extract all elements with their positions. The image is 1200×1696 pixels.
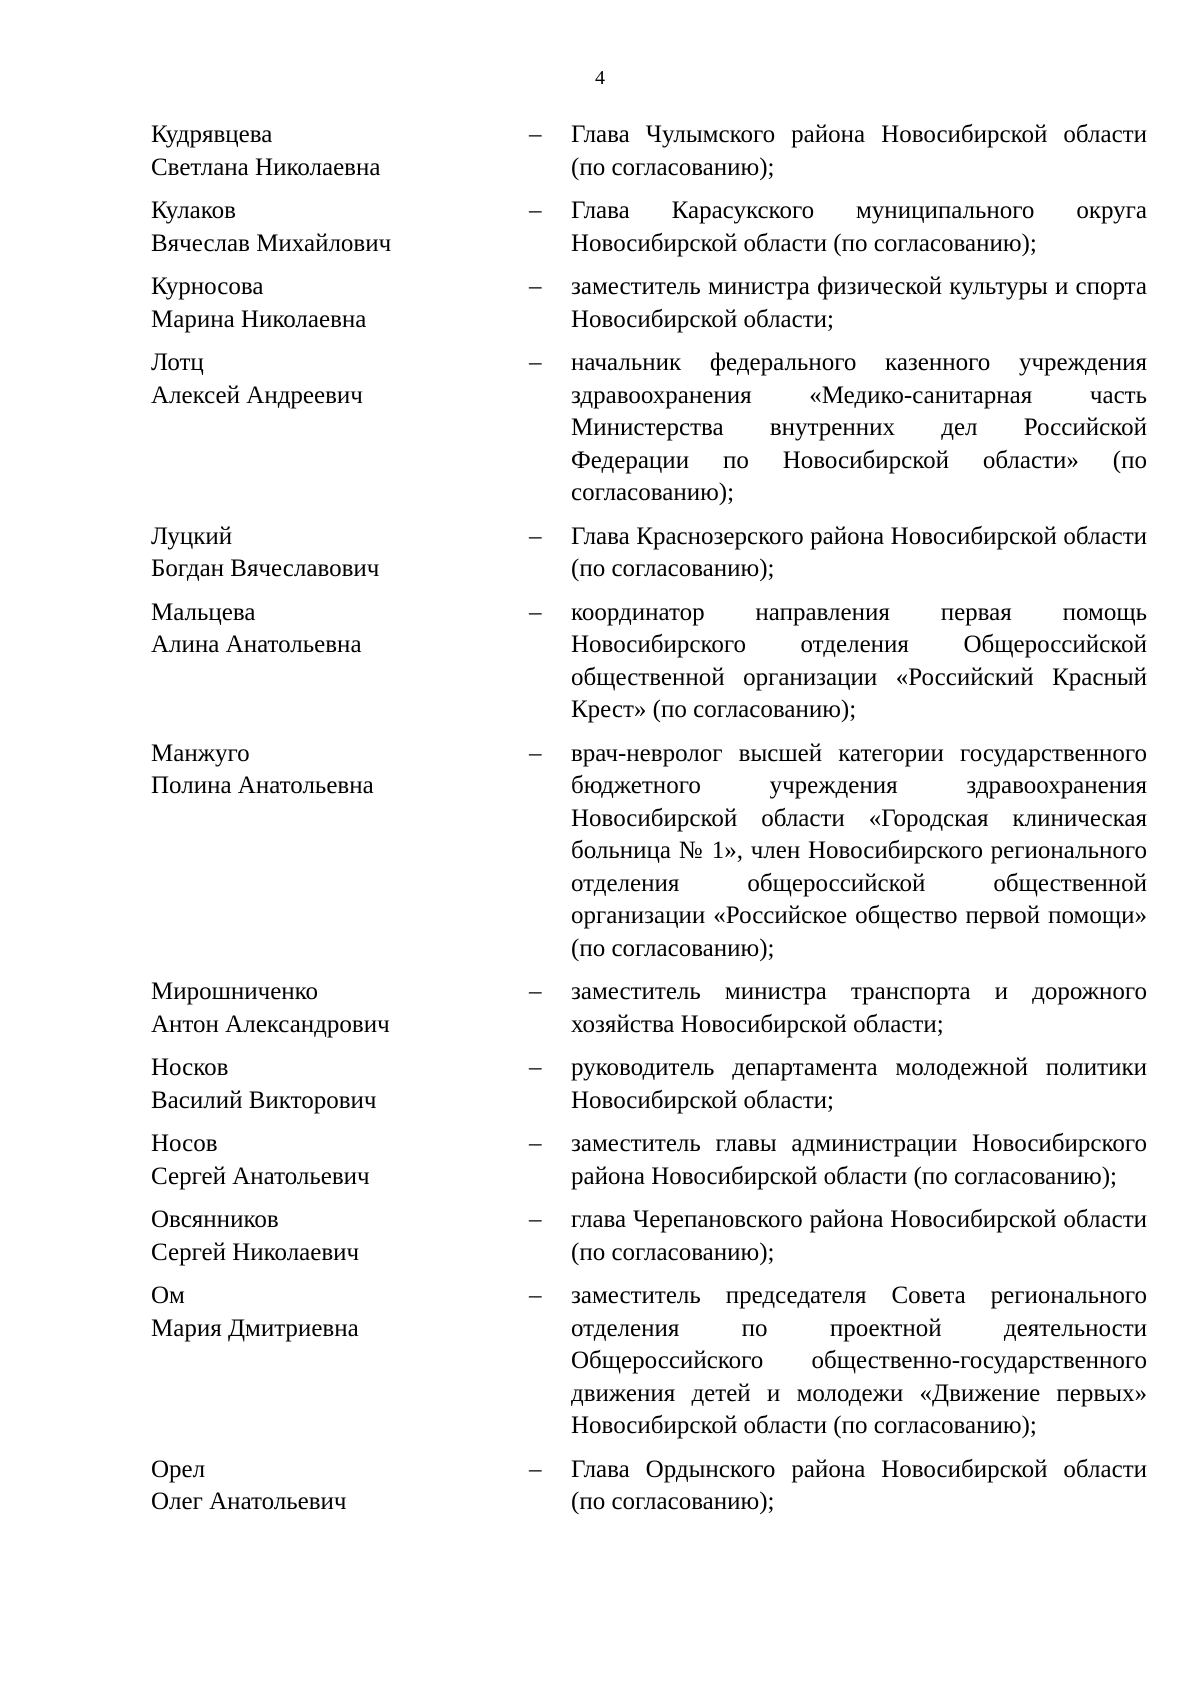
separator-dash: – xyxy=(529,197,542,224)
member-name xyxy=(151,195,529,260)
member-surname: Лотц xyxy=(151,349,204,376)
member-position: заместитель председателя Совета регионального отделения по проектной деятельности Общероссийского общественно-государственного движения детей и молодежи «Движение первых» Новосибирской области (по согласованию); xyxy=(571,1282,1147,1439)
member-entry xyxy=(151,976,1147,1041)
member-position: начальник федерального казенного учреждения здравоохранения «Медико-санитарная часть Министерства внутренних дел Российской Федерации по Новосибирской области» (по согласованию); xyxy=(571,349,1147,506)
separator-dash: – xyxy=(529,273,542,300)
member-given-name: Сергей Анатольевич xyxy=(151,1162,370,1190)
member-entry xyxy=(151,1454,1147,1519)
member-position: Глава Чулымского района Новосибирской области (по согласованию); xyxy=(571,121,1147,181)
member-entry xyxy=(151,1128,1147,1193)
member-name xyxy=(151,271,529,336)
member-given-name: Богдан Вячеславович xyxy=(151,555,380,582)
member-surname: Носков xyxy=(151,1054,229,1081)
member-entry xyxy=(151,521,1147,586)
member-given-name: Антон Александрович xyxy=(151,1010,390,1038)
member-entry xyxy=(151,1204,1147,1269)
member-name xyxy=(151,119,529,184)
member-entry xyxy=(151,1052,1147,1117)
member-name xyxy=(151,347,529,412)
member-entry xyxy=(151,347,1147,510)
member-entry xyxy=(151,738,1147,966)
member-surname: Кудрявцева xyxy=(151,121,273,148)
member-surname: Кулаков xyxy=(151,197,236,224)
member-surname: Носов xyxy=(151,1130,218,1157)
member-surname: Ом xyxy=(151,1282,185,1309)
member-surname: Овсянников xyxy=(151,1206,279,1233)
member-surname: Орел xyxy=(151,1455,206,1483)
member-position: координатор направления первая помощь Новосибирского отделения Общероссийской общественной организации «Российский Красный Крест» (по согласованию); xyxy=(571,598,1147,723)
member-entry xyxy=(151,119,1147,184)
members-list xyxy=(151,119,1147,1530)
separator-dash: – xyxy=(529,1054,542,1081)
member-position: заместитель министра транспорта и дорожного хозяйства Новосибирской области; xyxy=(571,978,1147,1038)
member-name xyxy=(151,597,529,662)
member-name xyxy=(151,1052,529,1117)
member-given-name: Сергей Николаевич xyxy=(151,1238,360,1266)
member-surname: Манжуго xyxy=(151,739,250,767)
separator-dash: – xyxy=(529,598,542,626)
member-name xyxy=(151,738,529,803)
member-given-name: Олег Анатольевич xyxy=(151,1488,347,1515)
member-name xyxy=(151,521,529,586)
member-given-name: Вячеслав Михайлович xyxy=(151,229,392,257)
member-given-name: Алексей Андреевич xyxy=(151,381,363,409)
member-name xyxy=(151,1454,529,1519)
page-number: 4 xyxy=(595,67,605,89)
member-surname: Луцкий xyxy=(151,522,233,550)
separator-dash: – xyxy=(529,739,542,767)
member-given-name: Светлана Николаевна xyxy=(151,153,381,181)
member-name xyxy=(151,1280,529,1345)
member-position: заместитель министра физической культуры и спорта Новосибирской области; xyxy=(571,273,1147,333)
member-surname: Мирошниченко xyxy=(151,978,319,1005)
member-entry xyxy=(151,271,1147,336)
separator-dash: – xyxy=(529,1282,542,1309)
member-entry xyxy=(151,195,1147,260)
member-entry xyxy=(151,1280,1147,1443)
separator-dash: – xyxy=(529,121,542,148)
member-position: заместитель главы администрации Новосибирского района Новосибирской области (по согласованию); xyxy=(571,1130,1147,1190)
separator-dash: – xyxy=(529,1455,542,1483)
member-position: руководитель департамента молодежной политики Новосибирской области; xyxy=(571,1054,1147,1114)
separator-dash: – xyxy=(529,1206,542,1233)
member-position: Глава Краснозерского района Новосибирской области (по согласованию); xyxy=(571,522,1147,582)
member-name xyxy=(151,1204,529,1269)
member-surname: Курносова xyxy=(151,273,264,300)
separator-dash: – xyxy=(529,522,542,550)
member-given-name: Алина Анатольевна xyxy=(151,631,362,658)
member-surname: Мальцева xyxy=(151,598,256,626)
member-given-name: Мария Дмитриевна xyxy=(151,1314,359,1342)
member-entry xyxy=(151,597,1147,727)
member-given-name: Василий Викторович xyxy=(151,1086,377,1114)
separator-dash: – xyxy=(529,978,542,1005)
member-position: Глава Ордынского района Новосибирской области (по согласованию); xyxy=(571,1455,1147,1515)
member-position: глава Черепановского района Новосибирской области (по согласованию); xyxy=(571,1206,1147,1266)
member-position: врач-невролог высшей категории государственного бюджетного учреждения здравоохранения Новосибирской области «Городская клиническая больница № 1», член Новосибирского регионального отделения общероссийской общественной организации «Российское общество первой помощи» (по согласованию); xyxy=(571,739,1147,962)
member-given-name: Марина Николаевна xyxy=(151,305,367,333)
member-name xyxy=(151,976,529,1041)
member-position: Глава Карасукского муниципального округа Новосибирской области (по согласованию); xyxy=(571,197,1147,257)
separator-dash: – xyxy=(529,349,542,376)
separator-dash: – xyxy=(529,1130,542,1157)
member-given-name: Полина Анатольевна xyxy=(151,772,374,799)
member-name xyxy=(151,1128,529,1193)
